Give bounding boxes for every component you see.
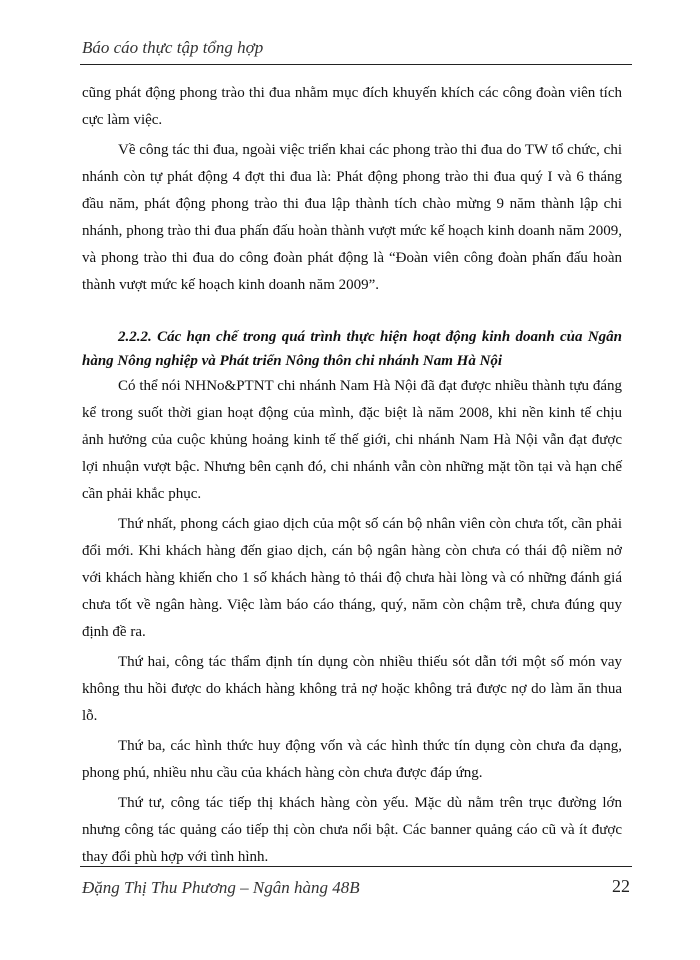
paragraph-1: cũng phát động phong trào thi đua nhằm mục đích khuyến khích các công đoàn viên tích cực làm việc.	[82, 85, 622, 128]
paragraph-7: Thứ tư, công tác tiếp thị khách hàng còn yếu. Mặc dù nằm trên trục đường lớn nhưng công tác quảng cáo tiếp thị còn chưa nổi bật. Các banner quảng cáo cũ và ít được thay đổi phù hợp với tình hình.	[82, 795, 622, 865]
section-heading: 2.2.2. Các hạn chế trong quá trình thực hiện hoạt động kinh doanh của Ngân hàng Nông nghiệp và Phát triển Nông thôn chi nhánh Nam Hà Nội	[82, 329, 622, 369]
footer-divider	[80, 866, 632, 867]
paragraph-5: Thứ hai, công tác thẩm định tín dụng còn nhiều thiếu sót dẫn tới một số món vay không thu hồi được do khách hàng không trả nợ hoặc không trả được nợ do làm ăn thua lỗ.	[82, 654, 622, 724]
footer-author: Đặng Thị Thu Phương – Ngân hàng 48B	[82, 878, 360, 897]
paragraph-3: Có thể nói NHNo&PTNT chi nhánh Nam Hà Nội đã đạt được nhiều thành tựu đáng kể trong suốt thời gian hoạt động của mình, đặc biệt là năm 2008, khi nền kinh tế chịu ảnh hưởng của cuộc khủng hoảng kinh tế thế giới, chi nhánh Nam Hà Nội vẫn đạt được lợi nhuận vượt bậc. Nhưng bên cạnh đó, chi nhánh vẫn còn những mặt tồn tại và hạn chế cần phải khắc phục.	[82, 378, 622, 502]
paragraph-2: Về công tác thi đua, ngoài việc triển khai các phong trào thi đua do TW tổ chức, chi nhánh còn tự phát động 4 đợt thi đua là: Phát động phong trào thi đua quý I và 6 tháng đầu năm, phát động phong trào thi đua lập thành tích chào mừng 9 năm thành lập chi nhánh, phong trào thi đua phấn đấu hoàn thành vượt mức kế hoạch kinh doanh năm 2009, và phong trào thi đua do công đoàn phát động là “Đoàn viên công đoàn phấn đấu hoàn thành vượt mức kế hoạch kinh doanh năm 2009”.	[82, 142, 622, 293]
paragraph-4: Thứ nhất, phong cách giao dịch của một số cán bộ nhân viên còn chưa tốt, cần phải đổi mới. Khi khách hàng đến giao dịch, cán bộ ngân hàng còn chưa có thái độ niềm nở với khách hàng khiến cho 1 số khách hàng tỏ thái độ chưa hài lòng và có những đánh giá chưa tốt về ngân hàng. Việc làm báo cáo tháng, quý, năm còn chậm trễ, chưa đúng quy định đề ra.	[82, 516, 622, 640]
page-header-title: Báo cáo thực tập tổng hợp	[82, 38, 264, 57]
paragraph-6: Thứ ba, các hình thức huy động vốn và các hình thức tín dụng còn chưa đa dạng, phong phú, nhiều nhu cầu của khách hàng còn chưa được đáp ứng.	[82, 738, 622, 781]
document-body	[82, 80, 622, 874]
header-divider	[80, 64, 632, 65]
page-number: 22	[612, 876, 630, 896]
